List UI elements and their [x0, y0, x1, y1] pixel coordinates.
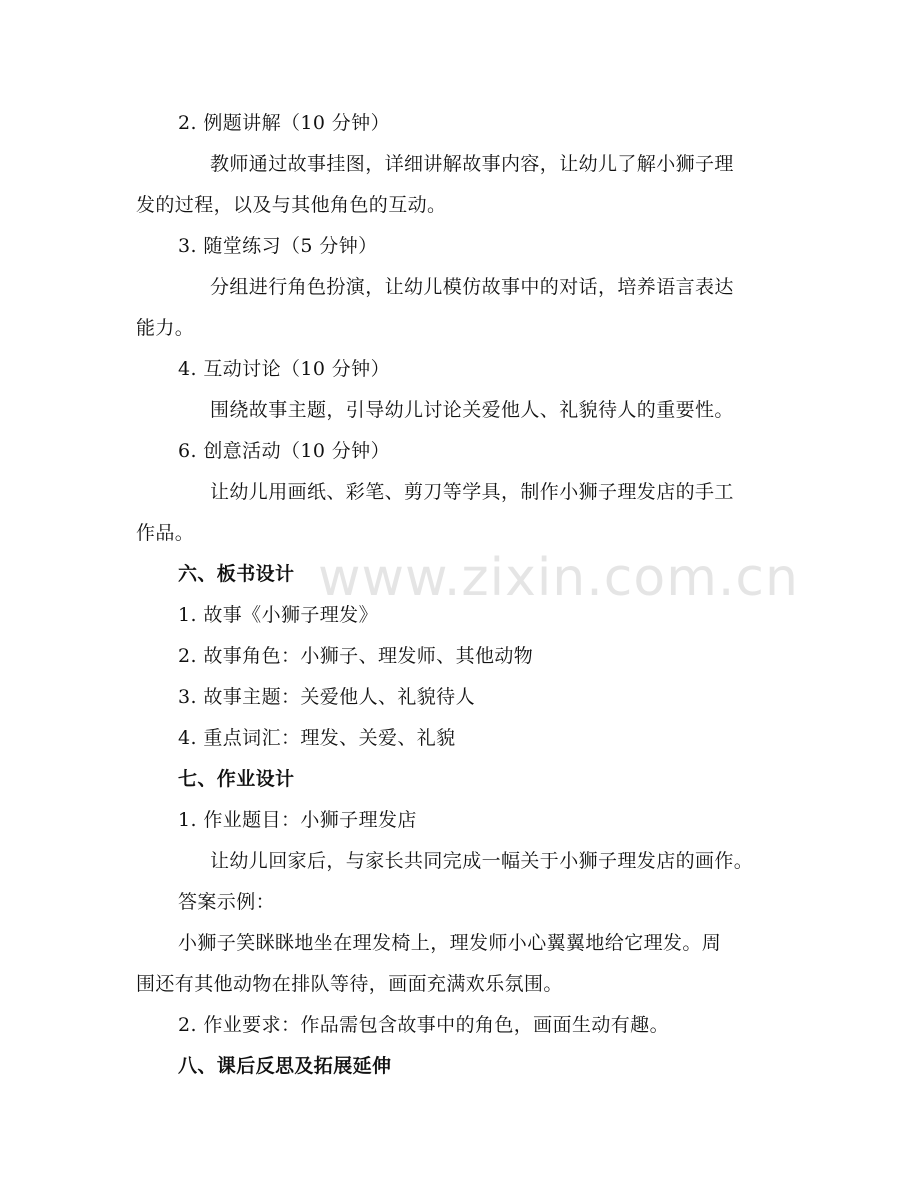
- item-3-body-line-1: 分组进行角色扮演，让幼儿模仿故事中的对话，培养语言表达: [210, 276, 734, 298]
- item-2-body-line-2: 发的过程，以及与其他角色的互动。: [136, 194, 447, 216]
- section-6-heading: 六、板书设计: [178, 563, 295, 585]
- homework-item-1-title: 1. 作业题目：小狮子理发店: [178, 809, 417, 831]
- item-6-title: 6. 创意活动（10 分钟）: [178, 440, 390, 462]
- item-3-body-line-2: 能力。: [136, 317, 195, 339]
- board-item-4: 4. 重点词汇：理发、关爱、礼貌: [178, 727, 456, 749]
- item-6-body-line-1: 让幼儿用画纸、彩笔、剪刀等学具，制作小狮子理发店的手工: [210, 481, 734, 503]
- item-4-title: 4. 互动讨论（10 分钟）: [178, 358, 390, 380]
- board-item-3: 3. 故事主题：关爱他人、礼貌待人: [178, 686, 475, 708]
- watermark: www.zixin.com.cn: [318, 548, 799, 608]
- board-item-2: 2. 故事角色：小狮子、理发师、其他动物: [178, 645, 534, 667]
- answer-label: 答案示例：: [178, 891, 276, 913]
- board-item-1: 1. 故事《小狮子理发》: [178, 604, 378, 626]
- answer-line-1: 小狮子笑眯眯地坐在理发椅上，理发师小心翼翼地给它理发。周: [178, 932, 722, 954]
- homework-item-2-title: 2. 作业要求：作品需包含故事中的角色，画面生动有趣。: [178, 1014, 669, 1036]
- item-4-body-line-1: 围绕故事主题，引导幼儿讨论关爱他人、礼貌待人的重要性。: [210, 399, 734, 421]
- section-7-heading: 七、作业设计: [178, 768, 295, 790]
- homework-item-1-body: 让幼儿回家后，与家长共同完成一幅关于小狮子理发店的画作。: [210, 850, 754, 872]
- answer-line-2: 围还有其他动物在排队等待，画面充满欢乐氛围。: [136, 973, 563, 995]
- item-3-title: 3. 随堂练习（5 分钟）: [178, 235, 378, 257]
- item-2-body-line-1: 教师通过故事挂图，详细讲解故事内容，让幼儿了解小狮子理: [210, 153, 734, 175]
- section-8-heading: 八、课后反思及拓展延伸: [178, 1055, 392, 1077]
- item-6-body-line-2: 作品。: [136, 522, 195, 544]
- item-2-title: 2. 例题讲解（10 分钟）: [178, 112, 390, 134]
